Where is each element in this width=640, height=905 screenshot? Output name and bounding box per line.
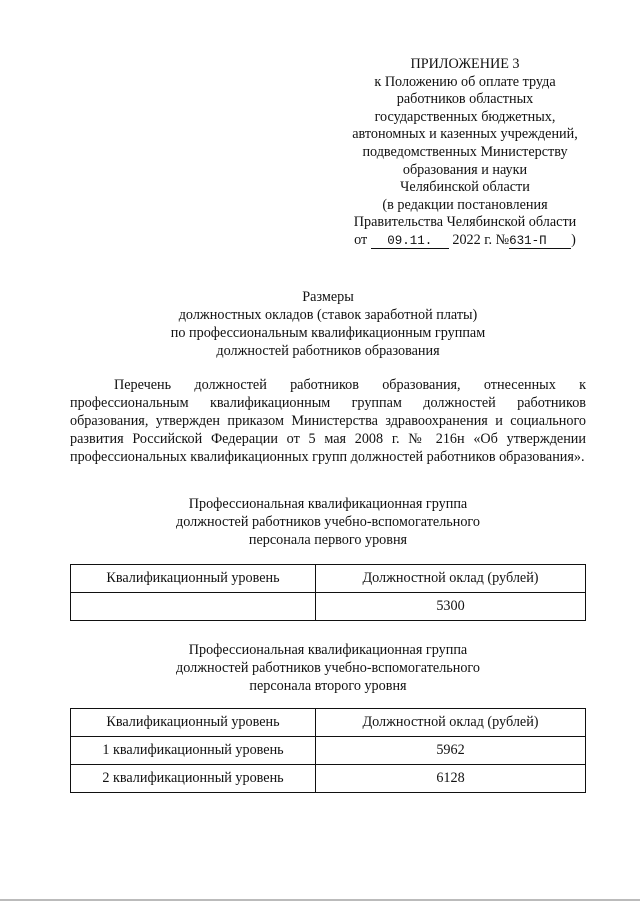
- appendix-line: государственных бюджетных,: [374, 108, 556, 125]
- appendix-line: Челябинской области: [400, 179, 530, 196]
- title-line: по профессиональным квалификационным группам: [170, 325, 486, 341]
- group1-title-line: должностей работников учебно-вспомогательного: [176, 514, 480, 530]
- appendix-line: образования и науки: [402, 161, 528, 178]
- table-row: [71, 737, 586, 765]
- header-level: Квалификационный уровень: [71, 565, 316, 593]
- date-prefix: от: [354, 231, 368, 248]
- group2-table: [70, 708, 586, 793]
- group2-title-line: должностей работников учебно-вспомогательного: [176, 660, 480, 676]
- appendix-line: к Положению об оплате труда: [374, 73, 556, 90]
- group2-title-line: персонала второго уровня: [249, 678, 407, 694]
- appendix-line: (в редакции постановления: [382, 196, 548, 213]
- appendix-header: [330, 56, 600, 250]
- appendix-date-line: [330, 232, 600, 250]
- appendix-line: автономных и казенных учреждений,: [352, 126, 578, 143]
- group1-title-line: Профессиональная квалификационная группа: [188, 496, 468, 512]
- cell-level: 1 квалификационный уровень: [71, 737, 316, 765]
- group1-title-line: персонала первого уровня: [248, 532, 408, 548]
- cell-salary: 5962: [316, 737, 586, 765]
- close-paren: ): [571, 231, 576, 248]
- group2-title: [70, 641, 586, 695]
- cell-level: [71, 593, 316, 621]
- appendix-line: работников областных: [396, 91, 534, 108]
- group1-title: [70, 495, 586, 549]
- year-text: 2022 г. №: [452, 231, 510, 248]
- title-line: должностей работников образования: [216, 343, 440, 359]
- group1-table: [70, 564, 586, 621]
- document-title: [70, 288, 586, 360]
- table-header-row: [71, 565, 586, 593]
- intro-paragraph: [70, 376, 586, 466]
- cell-salary: 6128: [316, 765, 586, 793]
- page-bottom-edge: [0, 899, 640, 901]
- title-line: Размеры: [302, 289, 354, 305]
- appendix-line: Правительства Челябинской области: [353, 214, 577, 231]
- table-row: [71, 593, 586, 621]
- date-value: 09.11.: [371, 234, 449, 249]
- cell-level: 2 квалификационный уровень: [71, 765, 316, 793]
- title-line: должностных окладов (ставок заработной платы): [178, 307, 478, 323]
- group2-title-line: Профессиональная квалификационная группа: [188, 642, 468, 658]
- header-level: Квалификационный уровень: [71, 709, 316, 737]
- appendix-line: подведомственных Министерству: [362, 143, 568, 160]
- cell-salary: 5300: [316, 593, 586, 621]
- table-header-row: [71, 709, 586, 737]
- table-row: [71, 765, 586, 793]
- header-salary: Должностной оклад (рублей): [316, 709, 586, 737]
- header-salary: Должностной оклад (рублей): [316, 565, 586, 593]
- document-number: 631-П: [509, 234, 571, 249]
- paragraph-text: Перечень должностей работников образования, отнесенных к профессиональным квалификационным группам должностей работников образования, утвержден приказом Министерства здравоохранения и социального развития Российской Федерации от 5 мая 2008 г. № 216н «Об утверждении профессиональных квалификационных групп должностей работников образования».: [70, 377, 586, 465]
- appendix-line: ПРИЛОЖЕНИЕ 3: [410, 56, 520, 72]
